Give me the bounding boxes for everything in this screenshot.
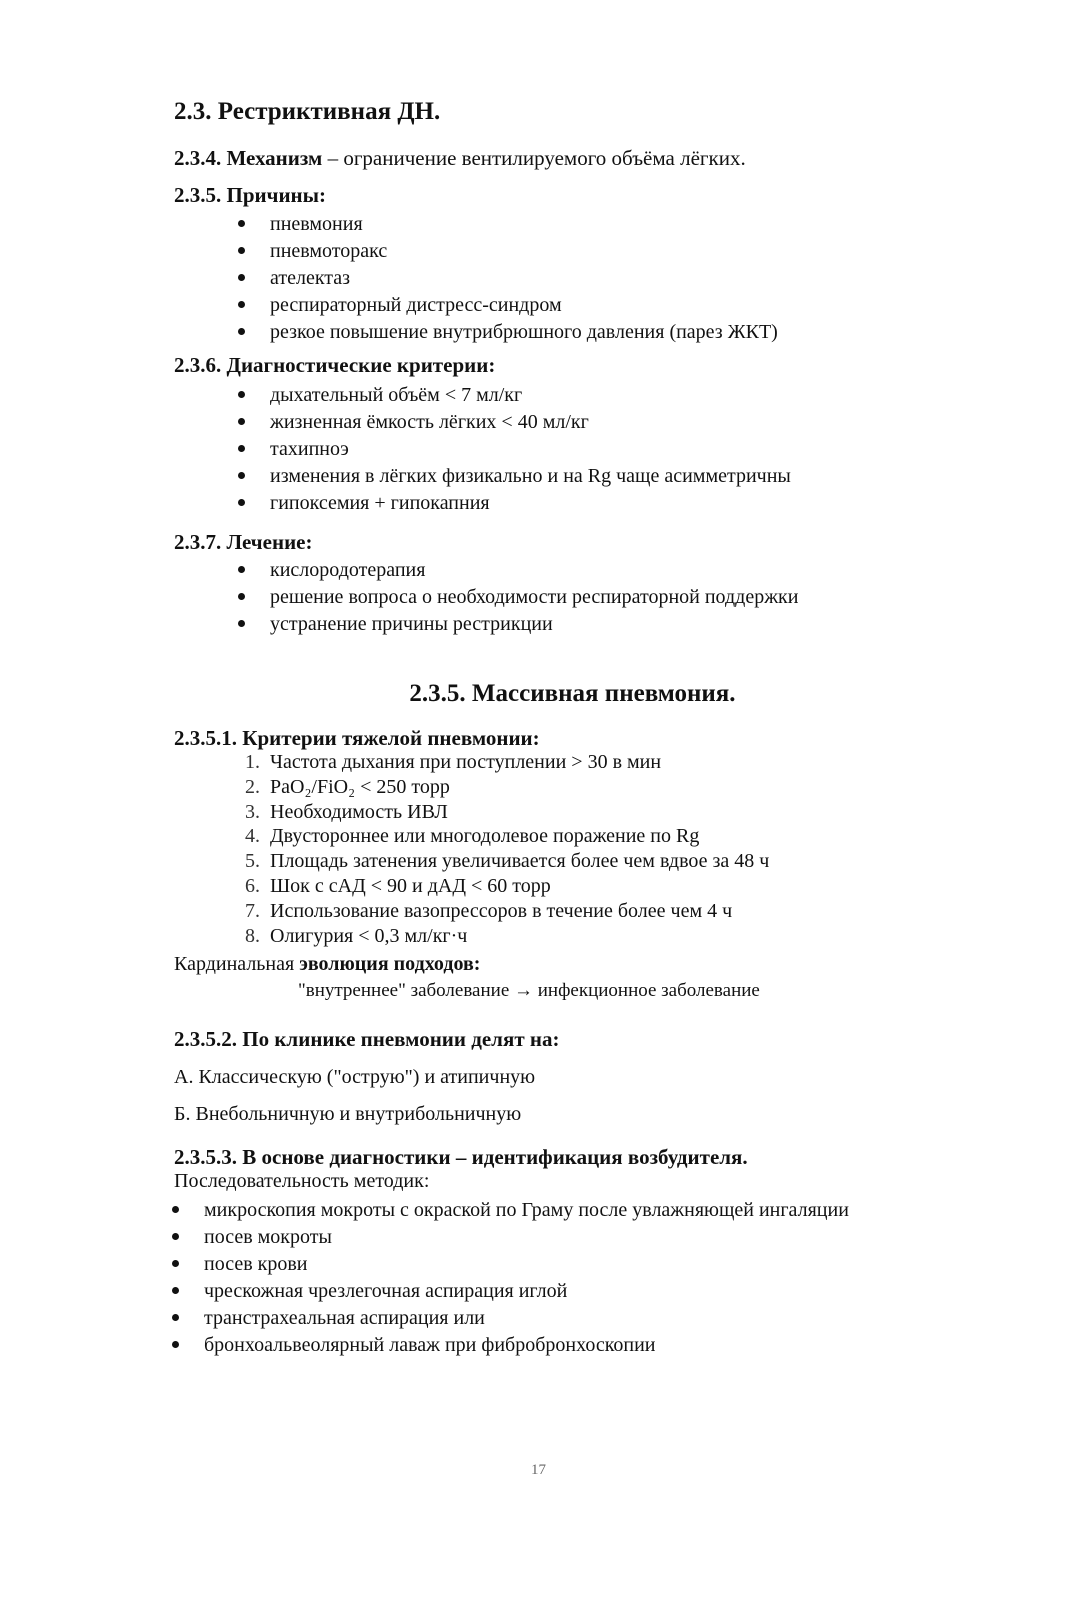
list-item: резкое повышение внутрибрюшного давления (парез ЖКТ) bbox=[270, 319, 778, 346]
list-item: посев крови bbox=[204, 1251, 849, 1278]
evolution-text: "внутреннее" заболевание → инфекционное заболевание bbox=[298, 980, 760, 1001]
list-item: 4. Двустороннее или многодолевое поражение по Rg bbox=[245, 825, 700, 848]
diagnostics-title: 2.3.5.3. В основе диагностики – идентификация возбудителя. bbox=[174, 1145, 748, 1169]
list-item: бронхоальвеолярный лаваж при фибробронхоскопии bbox=[204, 1332, 849, 1359]
mechanism-line bbox=[174, 146, 746, 171]
massive-pneumonia-title: 2.3.5. Массивная пневмония. bbox=[409, 680, 736, 707]
list-item: дыхательный объём < 7 мл/кг bbox=[270, 382, 791, 409]
bullet-icon bbox=[172, 1206, 179, 1213]
evolution-line bbox=[174, 953, 480, 976]
page-number: 17 bbox=[531, 1462, 546, 1478]
diagnostic-criteria-title: 2.3.6. Диагностические критерии: bbox=[174, 353, 496, 377]
list-item: кислородотерапия bbox=[270, 557, 798, 584]
list-item: 8. Олигурия < 0,3 мл/кг·ч bbox=[245, 924, 468, 947]
list-item: 2. PaO₂/FiO₂ < 250 торр bbox=[245, 775, 450, 798]
severe-criteria-list bbox=[245, 750, 770, 948]
treatment-list bbox=[270, 557, 798, 638]
methods-list bbox=[204, 1197, 849, 1359]
bullet-icon bbox=[172, 1233, 179, 1240]
treatment-title: 2.3.7. Лечение: bbox=[174, 530, 313, 554]
list-item: 7. Использование вазопрессоров в течение более чем 4 ч bbox=[245, 899, 733, 922]
list-item: пневмоторакс bbox=[270, 238, 778, 265]
bullet-icon bbox=[172, 1260, 179, 1267]
list-item: 1. Частота дыхания при поступлении > 30 в мин bbox=[245, 751, 662, 773]
bullet-icon bbox=[238, 472, 245, 479]
methods-intro: Последовательность методик: bbox=[174, 1170, 430, 1192]
list-item: посев мокроты bbox=[204, 1224, 849, 1251]
list-item: 3. Необходимость ИВЛ bbox=[245, 800, 448, 823]
list-item: транстрахеальная аспирация или bbox=[204, 1305, 849, 1332]
bullet-icon bbox=[238, 301, 245, 308]
classification-b: Б. Внебольничную и внутрибольничную bbox=[174, 1103, 522, 1125]
list-item: ателектаз bbox=[270, 265, 778, 292]
list-item: решение вопроса о необходимости респираторной поддержки bbox=[270, 584, 798, 611]
bullet-icon bbox=[238, 274, 245, 281]
causes-list bbox=[270, 211, 778, 346]
list-item: пневмония bbox=[270, 211, 778, 238]
evolution-label: Кардинальная bbox=[174, 953, 300, 975]
bullet-icon bbox=[238, 418, 245, 425]
list-item: чрескожная чрезлегочная аспирация иглой bbox=[204, 1278, 849, 1305]
bullet-icon bbox=[238, 391, 245, 398]
bullet-icon bbox=[172, 1314, 179, 1321]
bullet-icon bbox=[238, 566, 245, 573]
clinic-classification-title: 2.3.5.2. По клинике пневмонии делят на: bbox=[174, 1027, 560, 1051]
bullet-icon bbox=[238, 220, 245, 227]
list-item: 5. Площадь затенения увеличивается более чем вдвое за 48 ч bbox=[245, 850, 770, 873]
classification-a: А. Классическую ("острую") и атипичную bbox=[174, 1066, 536, 1088]
list-item: устранение причины рестрикции bbox=[270, 611, 798, 638]
list-item: изменения в лёгких физикально и на Rg чаще асимметричны bbox=[270, 463, 791, 490]
list-item: гипоксемия + гипокапния bbox=[270, 490, 791, 517]
bullet-icon bbox=[238, 445, 245, 452]
section-title-restrictive: 2.3. Рестриктивная ДН. bbox=[174, 98, 441, 125]
bullet-icon bbox=[172, 1287, 179, 1294]
causes-title: 2.3.5. Причины: bbox=[174, 183, 327, 207]
list-item: респираторный дистресс-синдром bbox=[270, 292, 778, 319]
evolution-bold: эволюция подходов: bbox=[299, 953, 481, 975]
list-item: тахипноэ bbox=[270, 436, 791, 463]
bullet-icon bbox=[238, 499, 245, 506]
mechanism-text: – ограничение вентилируемого объёма лёгких. bbox=[322, 146, 746, 170]
mechanism-label: 2.3.4. Механизм bbox=[174, 146, 323, 170]
severe-criteria-title: 2.3.5.1. Критерии тяжелой пневмонии: bbox=[174, 726, 540, 750]
list-item: жизненная ёмкость лёгких < 40 мл/кг bbox=[270, 409, 791, 436]
bullet-icon bbox=[172, 1341, 179, 1348]
bullet-icon bbox=[238, 620, 245, 627]
list-item: микроскопия мокроты с окраской по Граму после увлажняющей ингаляции bbox=[204, 1197, 849, 1224]
diagnostic-criteria-list bbox=[270, 382, 791, 517]
bullet-icon bbox=[238, 247, 245, 254]
bullet-icon bbox=[238, 328, 245, 335]
list-item: 6. Шок с сАД < 90 и дАД < 60 торр bbox=[245, 874, 551, 897]
bullet-icon bbox=[238, 593, 245, 600]
